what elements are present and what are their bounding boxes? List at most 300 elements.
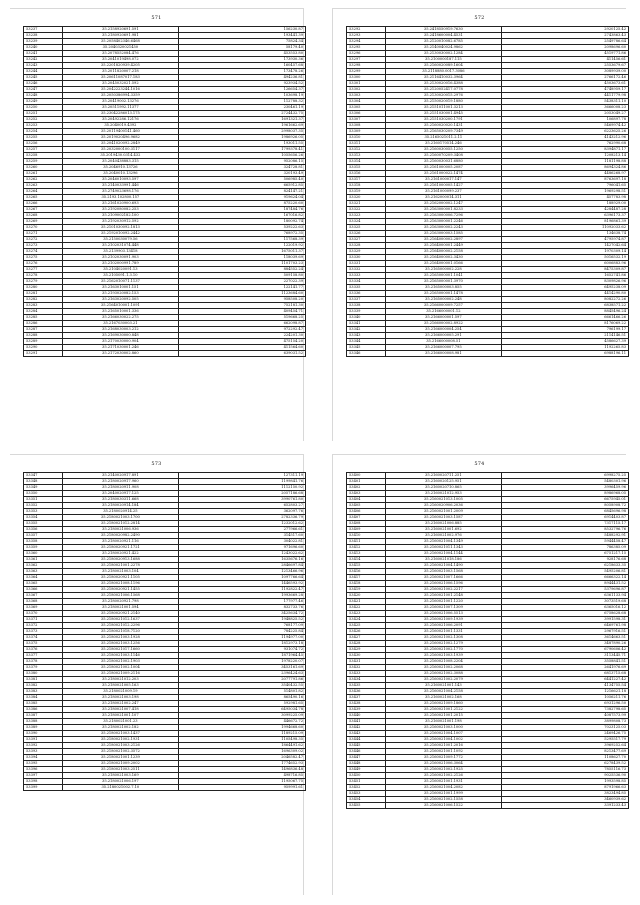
row-key: 35.2050386994.3359 <box>62 93 179 99</box>
row-key: 35.2160021003.1587 <box>385 515 502 521</box>
row-id: 53282 <box>24 297 63 303</box>
row-key: 35.2180021003.1700 <box>62 515 179 521</box>
row-id: 53346 <box>347 351 386 357</box>
row-value: 865490.16 <box>179 695 306 701</box>
row-value: 3391233.43 <box>502 803 629 809</box>
row-id: 53396 <box>24 767 63 773</box>
row-value: 453553.80 <box>179 51 306 57</box>
row-value: 1691321.37 <box>179 117 306 123</box>
row-value: 1199841.76 <box>179 479 306 485</box>
row-id: 53354 <box>24 515 63 521</box>
row-id: 53446 <box>347 749 386 755</box>
row-value: 768972.35 <box>179 231 306 237</box>
row-key: 35.2180020914.25 <box>62 509 179 515</box>
row-value: 3666008.23 <box>502 105 629 111</box>
row-key: 35.2166030022.275 <box>62 315 179 321</box>
row-value: 122019.92 <box>179 243 306 249</box>
row-key: 35.2180021002.1931 <box>62 737 179 743</box>
row-key: 35.2180021003.169 <box>62 773 179 779</box>
page-title: 574 <box>474 461 485 467</box>
row-value: 3113445.71 <box>502 653 629 659</box>
row-value: 6998275.25 <box>502 473 629 479</box>
row-id: 53353 <box>24 509 63 515</box>
row-id: 53251 <box>24 111 63 117</box>
row-key: 35.2160021006.885 <box>385 521 502 527</box>
row-key: 35.20119400141.460 <box>62 129 179 135</box>
row-value: 4087573.99 <box>502 713 629 719</box>
row-id: 53359 <box>24 545 63 551</box>
row-key: 35.2180021001.2278 <box>62 563 179 569</box>
row-key: 35.2180021002.7.10 <box>62 785 179 791</box>
row-key: 35.2180021003.1437 <box>62 731 179 737</box>
row-id: 53441 <box>347 719 386 725</box>
row-id: 53407 <box>347 515 386 521</box>
row-id: 53306 <box>347 111 386 117</box>
row-value: 4503673.61 <box>502 81 629 87</box>
row-value: 5379696.87 <box>502 587 629 593</box>
row-value: 1056211.76 <box>502 695 629 701</box>
row-value: 1696309.02 <box>179 749 306 755</box>
row-value: 6838571.22 <box>502 303 629 309</box>
row-id: 53286 <box>24 321 63 327</box>
row-value: 1105498.35 <box>179 737 306 743</box>
row-key: 35.2201820939.4205 <box>62 63 179 69</box>
row-key: 35.2192080082.253 <box>62 207 179 213</box>
row-value: 832733.76 <box>179 605 306 611</box>
row-id: 53329 <box>347 249 386 255</box>
row-value: 127311.19 <box>179 473 306 479</box>
row-key: 35.2040438883.315 <box>62 159 179 165</box>
row-key: 35.2180021003.198 <box>62 695 179 701</box>
row-value: 6361133.94 <box>502 593 629 599</box>
row-value: 824147.21 <box>179 189 306 195</box>
row-id: 53428 <box>347 641 386 647</box>
row-key: 35.2180021003.2511 <box>62 767 179 773</box>
row-value: 5295517.79 <box>502 737 629 743</box>
row-key: 35.2160021001.2016 <box>385 743 502 749</box>
row-value: 3460939.62 <box>502 797 629 803</box>
row-value: 5495206.81 <box>502 569 629 575</box>
row-key: 35.2160021009.1860 <box>385 701 502 707</box>
row-value: 6469761.98 <box>502 623 629 629</box>
row-key: 35.2167030003.21 <box>62 321 179 327</box>
row-id: 53427 <box>347 635 386 641</box>
row-value: 457783.98 <box>502 195 629 201</box>
row-id: 53326 <box>347 231 386 237</box>
row-key: 35.2041019498.072 <box>62 57 179 63</box>
row-key: 35.2166000005.291 <box>385 333 502 339</box>
row-value: 1101703.23 <box>179 261 306 267</box>
row-id: 53357 <box>24 533 63 539</box>
row-key: 35.2160021002.2068 <box>385 665 502 671</box>
row-key: 35.2171030001.246 <box>62 345 179 351</box>
row-key: 35.2139903.13418 <box>62 249 179 255</box>
row-key: 35.2164000001.2449 <box>385 243 502 249</box>
row-value: 8309826.96 <box>502 279 629 285</box>
row-id: 53327 <box>347 237 386 243</box>
row-value: 652803.27 <box>179 503 306 509</box>
row-id: 53281 <box>24 291 63 297</box>
row-key: 35.2151030200.1791 <box>385 117 502 123</box>
row-id: 53350 <box>24 491 63 497</box>
row-key: 35.20611087017.183 <box>62 75 179 81</box>
row-value: 2766172.46 <box>502 75 629 81</box>
row-value: 4134755.54 <box>502 683 629 689</box>
row-id: 53254 <box>24 129 63 135</box>
row-id: 53317 <box>347 177 386 183</box>
row-id: 53240 <box>24 45 63 51</box>
row-key: 35.2161020900.693 <box>62 201 179 207</box>
row-key: 35.2160021006.1522 <box>385 803 502 809</box>
table-row <box>24 351 306 357</box>
row-key: 35.2160021004.2082 <box>385 785 502 791</box>
row-id: 53243 <box>24 63 63 69</box>
row-key: 35.2180021009.2116 <box>62 671 179 677</box>
row-id: 53248 <box>24 93 63 99</box>
row-id: 53304 <box>347 99 386 105</box>
row-value: 8394871.17 <box>502 147 629 153</box>
row-key: 35.2105091.1.3.10 <box>62 273 179 279</box>
row-id: 53368 <box>24 599 63 605</box>
row-id: 53386 <box>24 707 63 713</box>
row-key: 35.2164000002.2897 <box>385 237 502 243</box>
row-key: 35.2180020913.1688 <box>62 557 179 563</box>
row-id: 53252 <box>24 117 63 123</box>
row-value: 4411779.98 <box>502 93 629 99</box>
row-value: 3823494.85 <box>502 791 629 797</box>
row-key: 35.2160021002.1308 <box>385 635 502 641</box>
row-key: 35.2418550919.7630 <box>385 27 502 33</box>
row-key: 35.2160021003.1568 <box>385 569 502 575</box>
row-key: 35.2160020089.1604 <box>385 63 502 69</box>
row-value: 230461.19 <box>179 105 306 111</box>
row-id: 53370 <box>24 611 63 617</box>
data-table <box>346 472 629 809</box>
row-value: 4414290.80 <box>502 291 629 297</box>
row-key: 35.2160021012.953 <box>385 491 502 497</box>
row-id: 53260 <box>24 165 63 171</box>
row-value: 6914403.87 <box>502 515 629 521</box>
row-key: 35.2180021018.7120 <box>62 629 179 635</box>
row-value: 6931296.50 <box>502 701 629 707</box>
row-id: 53383 <box>24 689 63 695</box>
row-key: 35.2160021002.2217 <box>385 587 502 593</box>
row-id: 53436 <box>347 689 386 695</box>
row-value: 1948825.52 <box>179 617 306 623</box>
row-value: 752181.30 <box>179 303 306 309</box>
row-id: 53294 <box>347 39 386 45</box>
row-key: 35.2160021004.2158 <box>385 689 502 695</box>
row-id: 53308 <box>347 123 386 129</box>
row-id: 53387 <box>24 713 63 719</box>
row-key: 35.2160021002.1925 <box>385 767 502 773</box>
row-value: 959991.61 <box>179 785 306 791</box>
row-id: 53334 <box>347 279 386 285</box>
row-value: 3540432.55 <box>179 683 306 689</box>
row-value: 762990.68 <box>502 141 629 147</box>
row-value: 2077791.86 <box>179 677 306 683</box>
row-key: 35.2045032021.592 <box>62 81 179 87</box>
row-value: 411564.60 <box>179 345 306 351</box>
row-value: 8532796.76 <box>502 527 629 533</box>
row-value: 324728.81 <box>179 165 306 171</box>
row-value: 3453161.69 <box>179 665 306 671</box>
row-id: 53259 <box>24 159 63 165</box>
row-key: 35.2162010071.1137 <box>62 279 179 285</box>
row-value: 2641976.69 <box>502 665 629 671</box>
row-id: 53438 <box>347 701 386 707</box>
row-key: 35.2161000017.147 <box>385 177 502 183</box>
row-value: 972292.47 <box>179 327 306 333</box>
row-key: 35.2011820007.218 <box>62 69 179 75</box>
row-id: 53249 <box>24 99 63 105</box>
row-key: 35.2180021002.3572 <box>62 749 179 755</box>
row-id: 53314 <box>347 159 386 165</box>
row-key: 35.2180020914.184 <box>62 503 179 509</box>
row-value: 2114146.51 <box>502 333 629 339</box>
row-value: 2967916.51 <box>502 629 629 635</box>
row-id: 53423 <box>347 611 386 617</box>
row-key: 35.23042286013.175 <box>62 111 179 117</box>
row-value: 187484.76 <box>179 207 306 213</box>
row-id: 53296 <box>347 51 386 57</box>
row-id: 53310 <box>347 135 386 141</box>
row-value: 1108627.70 <box>502 755 629 761</box>
row-value: 5480301.96 <box>502 479 629 485</box>
row-key: 35.2180021003.1256 <box>62 641 179 647</box>
row-value: 112788.32 <box>179 99 306 105</box>
row-id: 53432 <box>347 665 386 671</box>
row-key: 35.2180021002.1903 <box>62 659 179 665</box>
row-id: 53262 <box>24 177 63 183</box>
row-key: 35.2180021005.163 <box>62 683 179 689</box>
row-key: 35.2040320021450 <box>62 45 179 51</box>
row-key: 35.2180021012.203 <box>62 677 179 683</box>
row-id: 53337 <box>347 297 386 303</box>
row-value: 875220.60 <box>179 201 306 207</box>
row-value: 1446593.92 <box>179 581 306 587</box>
row-key: 35.2192030912.592 <box>62 219 179 225</box>
row-value: 4795974.87 <box>502 237 629 243</box>
row-value: 362097.76 <box>179 509 306 515</box>
row-key: 35.2163000006.7296 <box>385 213 502 219</box>
row-id: 53453 <box>347 791 386 797</box>
row-id: 53330 <box>347 255 386 261</box>
row-key: 35.2058402346.6468 <box>62 39 179 45</box>
row-value: 919624.04 <box>179 195 306 201</box>
row-value: 475154.20 <box>179 339 306 345</box>
row-id: 53444 <box>347 737 386 743</box>
row-id: 53405 <box>347 503 386 509</box>
row-value: 2098696.60 <box>502 45 629 51</box>
row-key: 35.2160020906.2036 <box>385 503 502 509</box>
row-value: 6758628.68 <box>502 611 629 617</box>
row-id: 53394 <box>24 755 63 761</box>
row-key: 35.2041020092.2849 <box>62 141 179 147</box>
row-key: 35.2180020921.422 <box>62 551 179 557</box>
row-key: 35.2165000002.228 <box>385 267 502 273</box>
row-value: 1192265.83 <box>502 345 629 351</box>
page-573 <box>10 454 304 895</box>
row-value: 1496836.48 <box>179 767 306 773</box>
row-value: 2549786.64 <box>502 39 629 45</box>
row-value: 923934.52 <box>179 81 306 87</box>
row-key: 35.2160030031.6880 <box>385 159 502 165</box>
row-value: 409454.71 <box>179 309 306 315</box>
row-key: 35.2166000007.795 <box>385 345 502 351</box>
row-key: 35.2160021001.1331 <box>385 629 502 635</box>
row-value: 1243022.62 <box>179 551 306 557</box>
row-key: 35.20511992.11377 <box>62 105 179 111</box>
row-id: 53367 <box>24 593 63 599</box>
row-id: 53356 <box>24 527 63 533</box>
row-value: 1812973.18 <box>179 641 306 647</box>
row-id: 53392 <box>24 743 63 749</box>
row-value: 7317115.17 <box>502 521 629 527</box>
row-id: 53454 <box>347 797 386 803</box>
row-id: 53398 <box>24 779 63 785</box>
row-value: 5016532.19 <box>502 255 629 261</box>
row-key: 35.2120010082.6785 <box>385 39 502 45</box>
row-key: 35.2165000001.1041 <box>385 273 502 279</box>
row-value: 3425634.72 <box>179 611 306 617</box>
row-id: 53422 <box>347 605 386 611</box>
row-value: 122141.77 <box>179 285 306 291</box>
row-key: 35.2163000003.1585 <box>385 231 502 237</box>
row-id: 53242 <box>24 57 63 63</box>
row-key: 35.2180020921.1105 <box>62 575 179 581</box>
row-value: 8082272.26 <box>502 297 629 303</box>
row-value: 1123684.60 <box>179 291 306 297</box>
row-id: 53287 <box>24 327 63 333</box>
row-id: 53452 <box>347 785 386 791</box>
row-key: 35.2166000002.8922 <box>385 321 502 327</box>
row-key: 35.2046910.13726 <box>62 165 179 171</box>
row-key: 35.2130020016.4388 <box>385 81 502 87</box>
row-value: 928176.68 <box>502 557 629 563</box>
row-id: 53277 <box>24 267 63 273</box>
row-id: 53358 <box>24 539 63 545</box>
row-key: 35.2160021004.1349 <box>385 539 502 545</box>
row-id: 53425 <box>347 623 386 629</box>
row-key: 35.2161000022.1474 <box>385 171 502 177</box>
row-value: 3990761.80 <box>179 497 306 503</box>
row-value: 4748959.17 <box>502 87 629 93</box>
row-id: 53247 <box>24 87 63 93</box>
row-value: 3089939.00 <box>502 69 629 75</box>
row-value: 126654.37 <box>179 87 306 93</box>
row-key: 35.2180021008.1196 <box>62 581 179 587</box>
row-value: 7382798.65 <box>502 707 629 713</box>
row-id: 53351 <box>24 497 63 503</box>
row-key: 35.2160021011.1343 <box>385 545 502 551</box>
row-id: 53431 <box>347 659 386 665</box>
row-key: 35.2101030092.1813 <box>62 225 179 231</box>
row-key: 35.2180020921.116 <box>62 539 179 545</box>
row-id: 53320 <box>347 195 386 201</box>
row-key: 35.20419002.13276 <box>62 99 179 105</box>
row-key: 35.2042223244.1016 <box>62 87 179 93</box>
row-key: 35.2180030311.668 <box>62 497 179 503</box>
row-id: 53437 <box>347 695 386 701</box>
page-title: 572 <box>474 15 485 21</box>
row-key: 35.20492286.12176 <box>62 117 179 123</box>
row-value: 103698.19 <box>179 93 306 99</box>
row-key: 35.2180021002.1004 <box>62 665 179 671</box>
row-key: 35.2160021003.1000 <box>385 725 502 731</box>
row-id: 53439 <box>347 707 386 713</box>
row-id: 53401 <box>347 479 386 485</box>
row-value: 514801.82 <box>179 689 306 695</box>
row-id: 53237 <box>24 27 63 33</box>
row-id: 53253 <box>24 123 63 129</box>
row-id: 53291 <box>24 351 63 357</box>
row-key: 35.2019020496.9682 <box>62 135 179 141</box>
row-value: 1864491.62 <box>179 743 306 749</box>
row-id: 53408 <box>347 521 386 527</box>
row-id: 53403 <box>347 491 386 497</box>
row-value: 6218633.35 <box>502 563 629 569</box>
data-table <box>346 26 629 357</box>
row-id: 53363 <box>24 569 63 575</box>
row-key: 35.2163010001.151 <box>62 285 179 291</box>
row-key: 35.2163020092.505 <box>62 297 179 303</box>
row-id: 53323 <box>347 213 386 219</box>
row-id: 53381 <box>24 677 63 683</box>
row-key: 35.2160021002.976 <box>385 533 502 539</box>
row-key: 35.2166000001.12 <box>385 309 502 315</box>
row-value: 784225.84 <box>179 629 306 635</box>
row-key: 35.2169030000.848 <box>62 333 179 339</box>
row-value: 1097766.64 <box>179 575 306 581</box>
row-id: 53319 <box>347 189 386 195</box>
row-value: 173930.36 <box>179 57 306 63</box>
row-key: 35.2160021002.1558 <box>385 797 502 803</box>
table-row <box>347 351 629 357</box>
row-key: 35.2160021001.1220 <box>385 599 502 605</box>
row-key: 35.2180021007.418 <box>62 707 179 713</box>
row-key: 35.2166000009.7257 <box>385 303 502 309</box>
row-value: 1675011.37 <box>179 249 306 255</box>
row-key: 35.2180021009.19 <box>62 689 179 695</box>
row-value: 304022.81 <box>179 539 306 545</box>
row-id: 53376 <box>24 647 63 653</box>
row-key: 35.2180021002.182 <box>62 725 179 731</box>
row-id: 53442 <box>347 725 386 731</box>
row-key: 35.2172030002.860 <box>62 351 179 357</box>
row-key: 35.2160021001.2122 <box>385 707 502 713</box>
row-id: 53347 <box>24 473 63 479</box>
row-id: 53339 <box>347 309 386 315</box>
row-id: 53342 <box>347 327 386 333</box>
row-key: 35.2180021001.594 <box>62 605 179 611</box>
row-key: 35.2160021002.2126 <box>385 773 502 779</box>
row-key: 35.2165010001.336 <box>62 309 179 315</box>
row-key: 35.2160021001.2148 <box>385 593 502 599</box>
row-key: 35.2180920691.981 <box>62 33 179 39</box>
row-value: 167016.82 <box>179 213 306 219</box>
row-value: 1652741.86 <box>502 273 629 279</box>
row-value: 3099225.09 <box>179 713 306 719</box>
row-key: 35.2161000005.1427 <box>385 183 502 189</box>
row-value: 3073519.68 <box>502 599 629 605</box>
row-id: 53343 <box>347 333 386 339</box>
row-id: 53375 <box>24 641 63 647</box>
row-value: 1970309.14 <box>502 249 629 255</box>
row-key: 35.2160021004.1490 <box>385 563 502 569</box>
row-id: 53302 <box>347 87 386 93</box>
row-id: 53239 <box>24 39 63 45</box>
